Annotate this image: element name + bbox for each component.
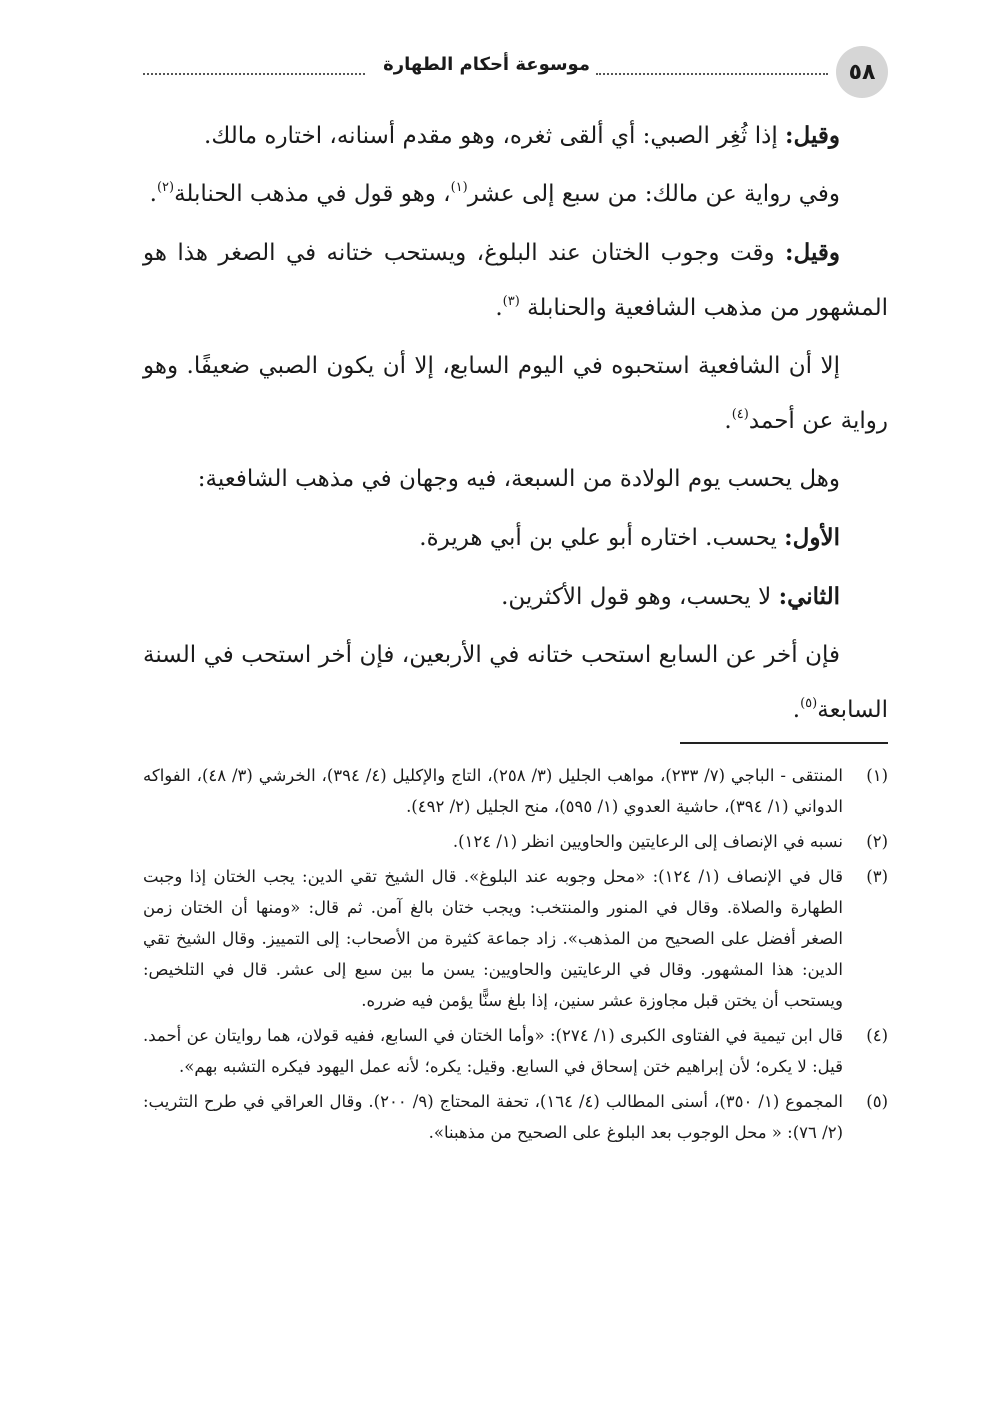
footnote-text: المجموع (١/ ٣٥٠)، أسنى المطالب (٤/ ١٦٤)، تحفة المحتاج (٩/ ٢٠٠). وقال العراقي في طرح التثريب: (٢/ ٧٦): « محل الوجوب بعد البلوغ على الصحيح من مذهبنا». (143, 1092, 844, 1142)
paragraph (143, 108, 888, 164)
footnote-text: قال في الإنصاف (١/ ١٢٤): «محل وجوبه عند البلوغ». قال الشيخ تقي الدين: يجب الختان إذا وجبت الطهارة والصلاة. وقال في المنور والمنتخب: ويجب ختان بالغ آمن. ثم قال: «ومنها أن الختان زمن الصغر أفضل على الصحيح من المذهب». زاد جماعة كثيرة من الأصحاب: إلى التمييز. وقال الشيخ تقي الدين: هذا المشهور. وقال في الرعايتين والحاويين: يسن ما بين سبع إلى عشر. قال في التلخيص: ويستحب أن يختن قبل مجاوزة عشر سنين، إذا بلغ سنًّا يؤمن فيه ضرره. (143, 867, 843, 1010)
paragraph-text: إذا ثُغِر الصبي: أي ألقى ثغره، وهو مقدم أسنانه، اختاره مالك. (204, 123, 786, 149)
paragraph-text: وهل يحسب يوم الولادة من السبعة، فيه وجهان في مذهب الشافعية: (197, 466, 840, 492)
paragraph (143, 167, 888, 222)
paragraph-text: وقت وجوب الختان عند البلوغ، ويستحب ختانه في الصغر هذا هو المشهور من مذهب الشافعية والحنابلة (143, 240, 888, 321)
paragraph (143, 225, 888, 336)
footnote (143, 826, 888, 857)
footnote-ref[interactable]: (٤) (731, 407, 749, 422)
paragraph-term: وقيل: (785, 239, 840, 266)
footnotes (143, 760, 888, 1152)
paragraph (143, 339, 888, 449)
header-dotted-rule-left (143, 73, 365, 75)
running-title: موسوعة أحكام الطهارة (383, 54, 590, 75)
footnote-separator (680, 742, 888, 744)
paragraph-term: وقيل: (785, 122, 840, 149)
paragraph-text: فإن أخر عن السابع استحب ختانه في الأربعين، فإن أخر استحب في السنة السابعة (143, 642, 888, 723)
footnote (143, 1020, 888, 1082)
footnote (143, 760, 888, 822)
paragraph-term: الثاني: (778, 583, 840, 610)
footnote-number: (٤) (866, 1026, 888, 1045)
footnote-text: المنتقى - الباجي (٧/ ٢٣٣)، مواهب الجليل (٣/ ٢٥٨)، التاج والإكليل (٤/ ٣٩٤)، الخرشي (٣/ ٤٨)، الفواكه الدواني (١/ ٣٩٤)، حاشية العدوي (١/ ٥٩٥)، منح الجليل (٢/ ٤٩٢). (143, 766, 843, 816)
paragraph-text: . (149, 181, 157, 207)
footnote-text: نسبه في الإنصاف إلى الرعايتين والحاويين انظر (١/ ١٢٤). (452, 832, 843, 851)
footnote-number: (١) (866, 766, 888, 785)
paragraph-text: وفي رواية عن مالك: من سبع إلى عشر (467, 181, 840, 207)
header-dotted-rule-right (596, 73, 828, 75)
paragraph (143, 628, 888, 738)
footnote (143, 861, 888, 1016)
paragraph (143, 452, 888, 507)
page-number: ٥٨ (836, 46, 888, 98)
paragraph-text: . (724, 408, 732, 434)
footnote-number: (٣) (866, 867, 888, 886)
footnote-ref[interactable]: (٢) (156, 180, 175, 195)
page-header (143, 44, 888, 96)
footnote-ref[interactable]: (٥) (800, 696, 818, 711)
footnote-text: قال ابن تيمية في الفتاوى الكبرى (١/ ٢٧٤): «وأما الختان في السابع، ففيه قولان، هما روايتان عن أحمد. قيل: لا يكره؛ لأن إبراهيم ختن إسحاق في السابع. وقيل: يكره؛ لأنه عمل اليهود فيكره التشبه بهم». (143, 1026, 843, 1076)
paragraph-text: ، وهو قول في مذهب الحنابلة (174, 181, 451, 207)
paragraph-text: . (792, 697, 801, 723)
footnote-ref[interactable]: (١) (450, 180, 468, 195)
paragraph (143, 569, 888, 625)
paragraph-term: الأول: (784, 524, 840, 551)
paragraph-text: لا يحسب، وهو قول الأكثرين. (501, 584, 779, 610)
footnote (143, 1086, 888, 1148)
footnote-number: (٥) (866, 1092, 888, 1111)
main-text (143, 108, 888, 741)
paragraph-text: يحسب. اختاره أبو علي بن أبي هريرة. (419, 525, 785, 551)
paragraph-text: إلا أن الشافعية استحبوه في اليوم السابع، إلا أن يكون الصبي ضعيفًا. وهو رواية عن أحمد (143, 353, 888, 434)
footnote-ref[interactable]: (٣) (502, 294, 520, 309)
paragraph (143, 510, 888, 566)
footnote-number: (٢) (866, 832, 888, 851)
paragraph-text: . (495, 295, 503, 321)
